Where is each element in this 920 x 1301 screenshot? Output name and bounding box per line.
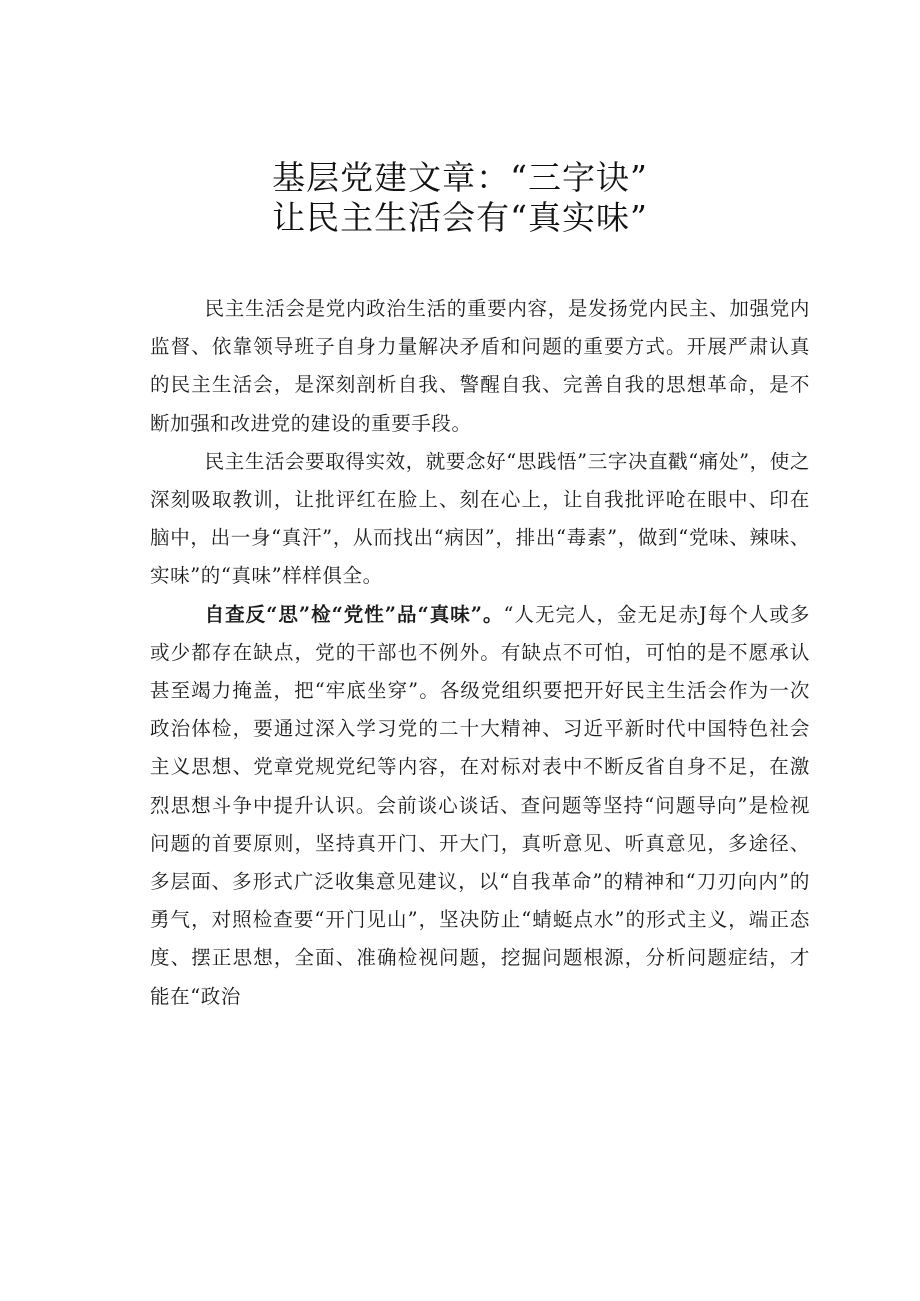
paragraph-3 (150, 596, 810, 1016)
paragraph-1-text: 民主生活会是党内政治生活的重要内容，是发扬党内民主、加强党内监督、依靠领导班子自身力量解决矛盾和问题的重要方式。开展严肃认真的民主生活会，是深刻剖析自我、警醒自我、完善自我的思想革命，是不断加强和改进党的建设的重要手段。 (150, 297, 810, 435)
title-line-2: 让民主生活会有“真实味” (272, 198, 648, 237)
title-line-1: 基层党建文章：“三字诀” (272, 158, 648, 197)
article-title (120, 158, 800, 238)
paragraph-2 (150, 443, 810, 596)
paragraph-3-lead: 自查反“思”检“党性”品“真味”。 (204, 602, 504, 626)
article-body (150, 290, 810, 1016)
paragraph-2-text: 民主生活会要取得实效，就要念好“思践悟”三字决直戳“痛处”，使之深刻吸取教训，让批评红在脸上、刻在心上，让自我批评呛在眼中、印在脑中，出一身“真汗”，从而找出“病因”，排出“毒素”，做到“党味、辣味、实味”的“真味”样样俱全。 (150, 449, 810, 588)
paragraph-1 (150, 290, 810, 443)
paragraph-3-text: “人无完人，金无足赤J每个人或多或少都存在缺点，党的干部也不例外。有缺点不可怕，可怕的是不愿承认甚至竭力掩盖，把“牢底坐穿”。各级党组织要把开好民主生活会作为一次政治体检，要通过深入学习党的二十大精神、习近平新时代中国特色社会主义思想、党章党规党纪等内容，在对标对表中不断反省自身不足，在激烈思想斗争中提升认识。会前谈心谈话、查问题等坚持“问题导向”是检视问题的首要原则，坚持真开门、开大门，真听意见、听真意见，多途径、多层面、多形式广泛收集意见建议，以“自我革命”的精神和“刀刃向内”的勇气，对照检查要“开门见山”，坚决防止“蜻蜓点水”的形式主义，端正态度、摆正思想，全面、准确检视问题，挖掘问题根源，分析问题症结，才能在“政治 (150, 602, 811, 1008)
